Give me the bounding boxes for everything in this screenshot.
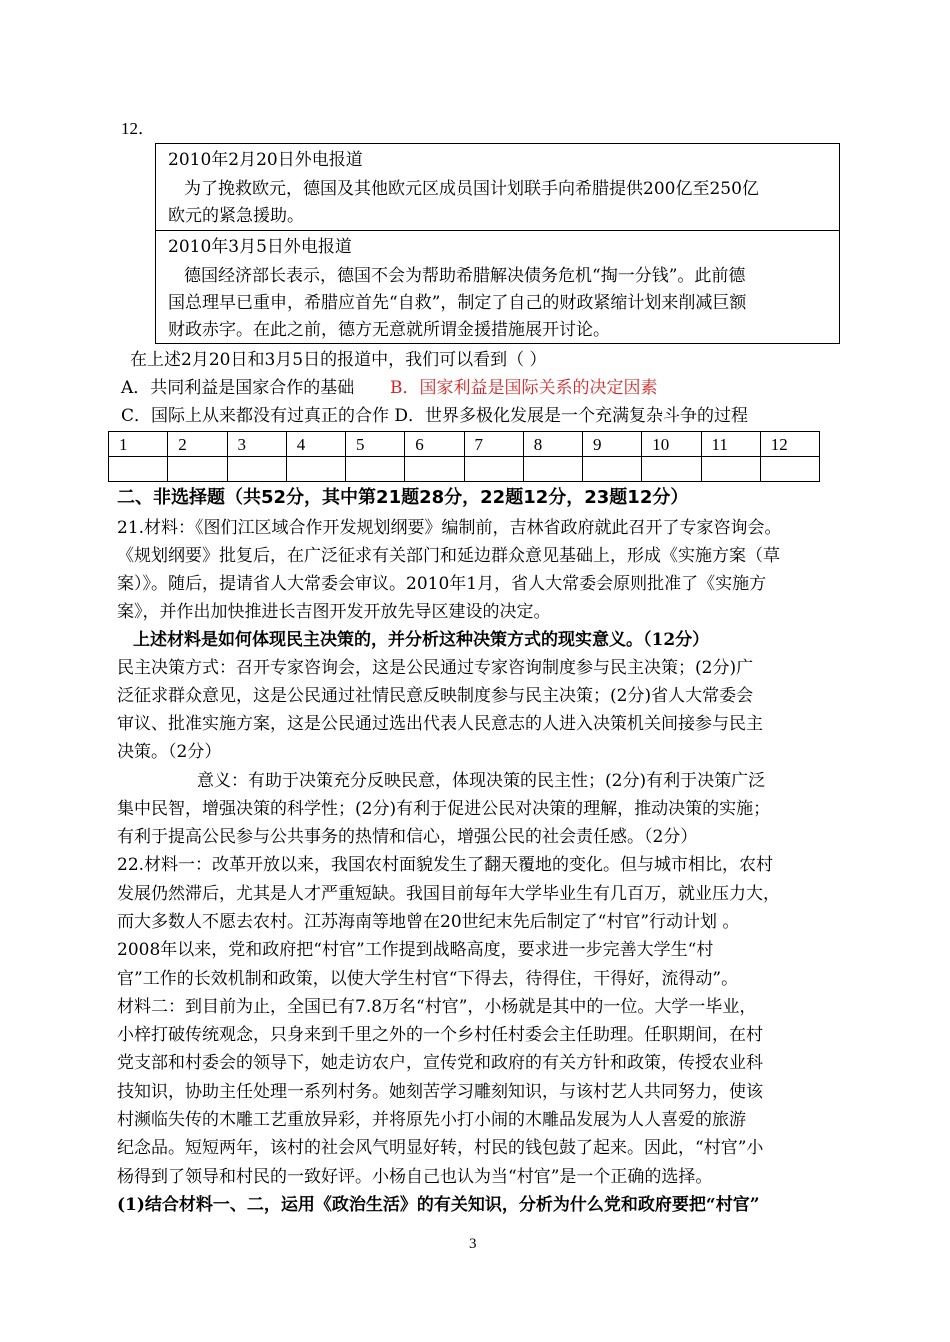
- answer-table-answer-row: [109, 457, 820, 482]
- news-box-feb20: [155, 143, 840, 231]
- answer-table: [108, 431, 820, 482]
- q22-material-line: 村濒临失传的木雕工艺重放异彩，并将原先小打小闹的木雕品发展为人人喜爱的旅游: [117, 1110, 746, 1130]
- q22-material-line: 材料二：到目前为止，全国已有7.8万名“村官”，小杨就是其中的一位。大学一毕业，: [117, 997, 757, 1017]
- question-number-12: 12．: [121, 119, 155, 138]
- news-box-line: 德国经济部长表示，德国不会为帮助希腊解决债务危机“掏一分钱”。此前德: [184, 266, 746, 286]
- answer-table-number: 2: [168, 432, 227, 457]
- page-number: 3: [469, 1236, 477, 1252]
- news-box-line: 国总理早已重申，希腊应首先“自救”，制定了自己的财政紧缩计划来削减巨额: [168, 293, 747, 313]
- q21-answer-line: 民主决策方式：召开专家咨询会，这是公民通过专家咨询制度参与民主决策；(2分)广: [117, 658, 754, 678]
- option-c-d: C．国际上从来都没有过真正的合作 D．世界多极化发展是一个充满复杂斗争的过程: [121, 406, 749, 426]
- q22-material-line: 党支部和村委会的领导下，她走访农户，宣传党和政府的有关方针和政策，传授农业科: [117, 1053, 763, 1073]
- q21-material-line: 《规划纲要》批复后，在广泛征求有关部门和延边群众意见基础上，形成《实施方案（草: [117, 546, 780, 566]
- q21-answer-line: 审议、批准实施方案，这是公民通过选出代表人民意志的人进入决策机关间接参与民主: [117, 714, 763, 734]
- answer-cell[interactable]: [227, 457, 286, 482]
- answer-cell[interactable]: [760, 457, 819, 482]
- answer-cell[interactable]: [583, 457, 642, 482]
- news-box-line: 财政赤字。在此之前，德方无意就所谓金援措施展开讨论。: [168, 320, 610, 340]
- news-box-line: 欧元的紧急援助。: [168, 206, 304, 226]
- q21-answer-line: 决策。（2分）: [117, 742, 222, 762]
- q22-material-line: 而大多数人不愿去农村。江苏海南等地曾在20世纪末先后制定了“村官”行动计划 。: [117, 912, 740, 932]
- answer-cell[interactable]: [346, 457, 405, 482]
- q21-answer-line: 泛征求群众意见，这是公民通过社情民意反映制度参与民主决策；(2分)省人大常委会: [117, 686, 754, 706]
- answer-table-number: 11: [701, 432, 760, 457]
- q21-meaning-line: 意义：有助于决策充分反映民意，体现决策的民主性；(2分)有利于决策广泛: [197, 771, 766, 791]
- answer-cell[interactable]: [523, 457, 582, 482]
- question-stem: 在上述2月20日和3月5日的报道中，我们可以看到（ ）: [130, 350, 547, 370]
- q22-material-line: 小梓打破传统观念，只身来到千里之外的一个乡村任村委会主任助理。任职期间，在村: [117, 1025, 763, 1045]
- news-box-heading: 2010年3月5日外电报道: [168, 237, 352, 257]
- answer-table-number: 10: [642, 432, 701, 457]
- answer-table-number: 4: [286, 432, 345, 457]
- news-box-line: 为了挽救欧元，德国及其他欧元区成员国计划联手向希腊提供200亿至250亿: [184, 179, 759, 199]
- q22-material-line: 官”工作的长效机制和政策，以使大学生村官“下得去，待得住，干得好，流得动”。: [117, 969, 739, 989]
- option-a: A．共同利益是国家合作的基础: [121, 378, 355, 398]
- option-b: B．国家利益是国际关系的决定因素: [390, 378, 658, 398]
- answer-table-number: 6: [405, 432, 464, 457]
- q21-meaning-line: 有利于提高公民参与公共事务的热情和信心，增强公民的社会责任感。（2分）: [117, 827, 698, 847]
- answer-cell[interactable]: [405, 457, 464, 482]
- q21-material-line: 21.材料：《图们江区域合作开发规划纲要》编制前，吉林省政府就此召开了专家咨询会。: [117, 518, 782, 538]
- q21-meaning-line: 集中民智，增强决策的科学性；(2分)有利于促进公民对决策的理解，推动决策的实施；: [117, 799, 771, 819]
- q22-material-line: 2008年以来，党和政府把“村官”工作提到战略高度，要求进一步完善大学生“村: [117, 940, 714, 960]
- answer-table-number: 12: [760, 432, 819, 457]
- q22-material-line: 技知识，协助主任处理一系列村务。她刻苦学习雕刻知识，与该村艺人共同努力，使该: [117, 1082, 763, 1102]
- answer-cell[interactable]: [701, 457, 760, 482]
- q22-material-line: 22.材料一：改革开放以来，我国农村面貌发生了翻天覆地的变化。但与城市相比，农村: [117, 855, 774, 875]
- answer-cell[interactable]: [286, 457, 345, 482]
- q21-material-line: 案）》。随后，提请省人大常委会审议。2010年1月，省人大常委会原则批准了《实施方: [117, 574, 767, 594]
- q21-question: 上述材料是如何体现民主决策的，并分析这种决策方式的现实意义。（12分）: [133, 630, 710, 650]
- answer-cell[interactable]: [464, 457, 523, 482]
- answer-table-number: 8: [523, 432, 582, 457]
- answer-cell[interactable]: [109, 457, 168, 482]
- q22-material-line: 发展仍然滞后，尤其是人才严重短缺。我国目前每年大学毕业生有几百万，就业压力大，: [117, 884, 780, 904]
- answer-table-number: 5: [346, 432, 405, 457]
- answer-table-number: 7: [464, 432, 523, 457]
- news-box-mar5: [155, 230, 840, 344]
- q21-material-line: 案》，并作出加快推进长吉图开发开放先导区建设的决定。: [117, 602, 551, 622]
- section-title: 二、非选择题（共52分，其中第21题28分，22题12分，23题12分）: [117, 487, 689, 508]
- q22-question-1: (1)结合材料一、二，运用《政治生活》的有关知识，分析为什么党和政府要把“村官”: [117, 1195, 760, 1215]
- answer-cell[interactable]: [642, 457, 701, 482]
- q22-material-line: 纪念品。短短两年，该村的社会风气明显好转，村民的钱包鼓了起来。因此，“村官”小: [117, 1138, 764, 1158]
- answer-table-number: 1: [109, 432, 168, 457]
- news-box-heading: 2010年2月20日外电报道: [168, 150, 363, 170]
- answer-table-number: 3: [227, 432, 286, 457]
- answer-table-header-row: [109, 432, 820, 457]
- answer-table-number: 9: [583, 432, 642, 457]
- answer-cell[interactable]: [168, 457, 227, 482]
- q22-material-line: 杨得到了领导和村民的一致好评。小杨自己也认为当“村官”是一个正确的选择。: [117, 1167, 713, 1187]
